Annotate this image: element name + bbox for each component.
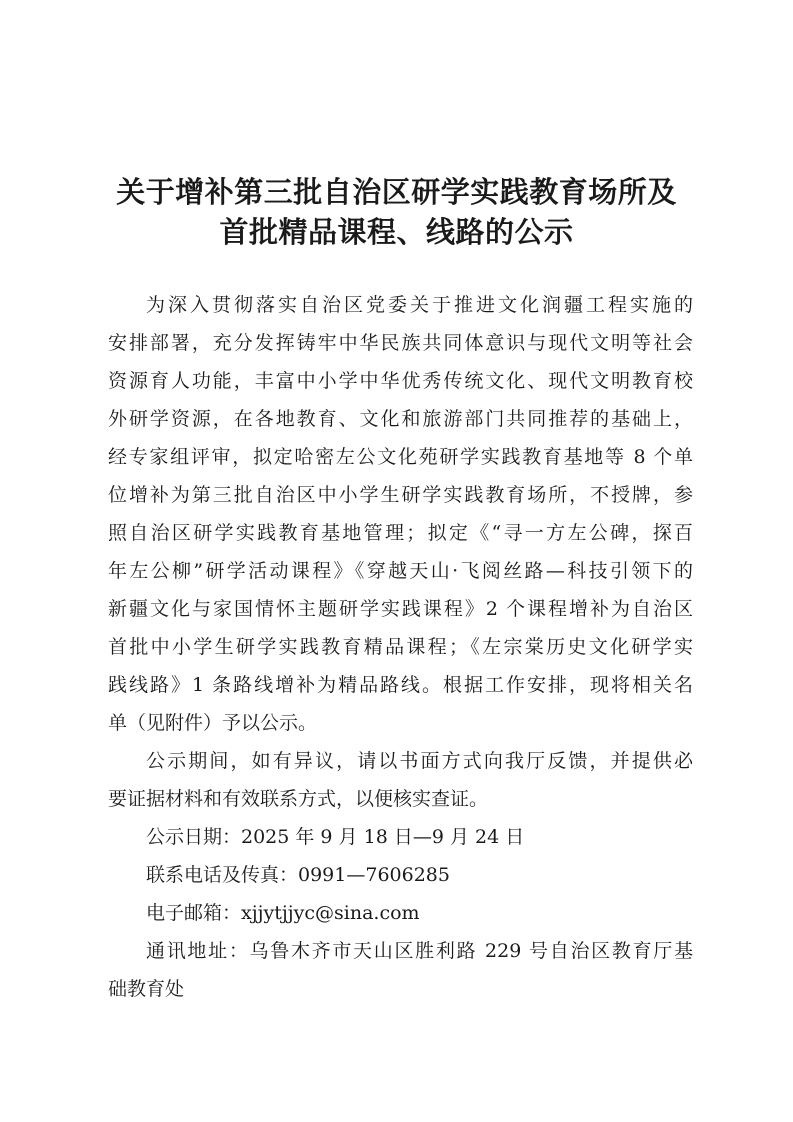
- notice-dates: 公示日期：2025 年 9 月 18 日—9 月 24 日: [146, 826, 525, 848]
- body-line: 位增补为第三批自治区中小学生研学实践教育场所，不授牌，参: [108, 484, 693, 506]
- body-line: 外研学资源，在各地教育、文化和旅游部门共同推荐的基础上，: [108, 408, 693, 430]
- body-line: 安排部署，充分发挥铸牢中华民族共同体意识与现代文明等社会: [108, 332, 693, 354]
- contact-address: 通讯地址：乌鲁木齐市天山区胜利路 229 号自治区教育厅基: [146, 940, 693, 962]
- body-line: 要证据材料和有效联系方式，以便核实查证。: [108, 788, 489, 810]
- document-title-line-2: 首批精品课程、线路的公示: [219, 215, 574, 249]
- body-line: 资源育人功能，丰富中小学中华优秀传统文化、现代文明教育校: [108, 370, 693, 392]
- body-line: 年左公柳”研学活动课程》《穿越天山·飞阅丝路—科技引领下的: [108, 560, 693, 582]
- body-line: 经专家组评审，拟定哈密左公文化苑研学实践教育基地等 8 个单: [108, 446, 693, 468]
- body-line: 首批中小学生研学实践教育精品课程；《左宗棠历史文化研学实: [108, 636, 693, 658]
- contact-address-cont: 础教育处: [108, 978, 185, 1000]
- body-line: 践线路》1 条路线增补为精品路线。根据工作安排，现将相关名: [108, 674, 693, 696]
- body-line: 新疆文化与家国情怀主题研学实践课程》2 个课程增补为自治区: [108, 598, 693, 620]
- contact-phone: 联系电话及传真：0991—7606285: [146, 864, 450, 886]
- body-line: 照自治区研学实践教育基地管理；拟定《“寻一方左公碑，探百: [108, 522, 693, 544]
- document-title-line-1: 关于增补第三批自治区研学实践教育场所及: [116, 175, 677, 209]
- body-line: 单（见附件）予以公示。: [108, 712, 318, 734]
- body-line: 公示期间，如有异议，请以书面方式向我厅反馈，并提供必: [146, 750, 693, 772]
- body-line: 为深入贯彻落实自治区党委关于推进文化润疆工程实施的: [146, 294, 693, 316]
- contact-email: 电子邮箱：xjjytjjyc@sina.com: [146, 902, 420, 924]
